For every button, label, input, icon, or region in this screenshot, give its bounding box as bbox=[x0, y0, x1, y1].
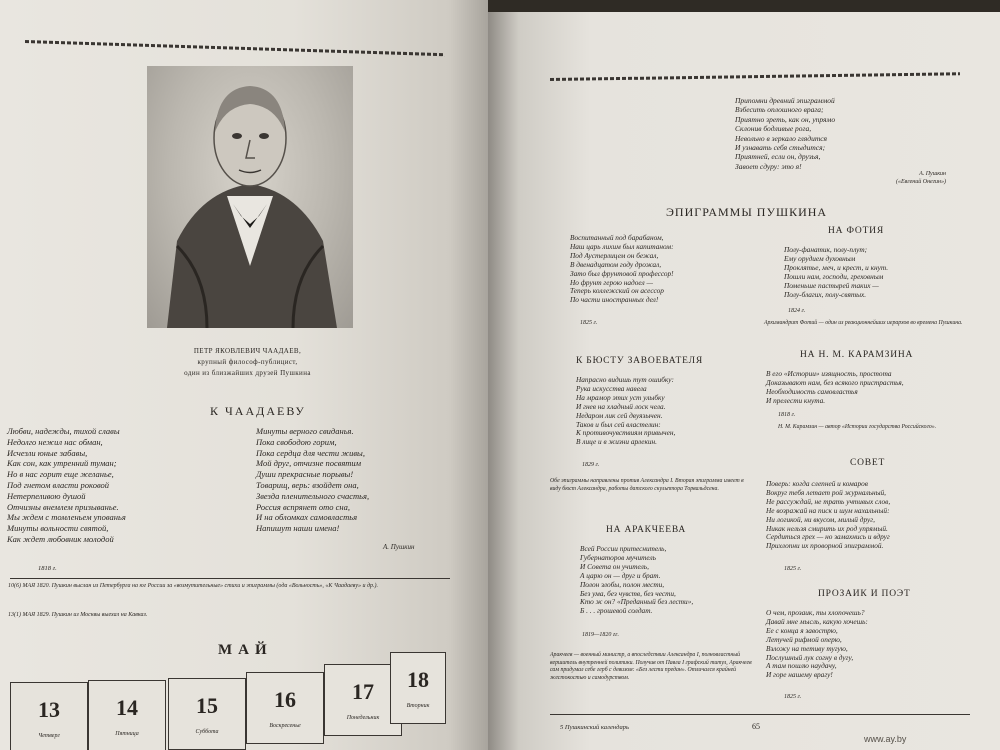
right-page bbox=[488, 12, 1000, 750]
poem-line: Минуты вольности святой, bbox=[7, 523, 109, 534]
verse-line: В двенадцатом году дрожал, bbox=[570, 259, 662, 269]
verse-line: И гнев на хладный лоск чела. bbox=[576, 401, 666, 411]
verse-line: И Совета он учитель, bbox=[580, 561, 649, 571]
poem-line: Отчизны внемлем призыванье. bbox=[7, 501, 119, 512]
verse-line: Наш царь лихим был капитаном: bbox=[570, 241, 674, 251]
weekday-label: Четверг bbox=[38, 733, 60, 739]
poem-line: Недолго нежил нас обман, bbox=[7, 436, 103, 447]
epigraph-line: Склонив бодливые рога, bbox=[735, 124, 812, 134]
verse-line: Без ума, без чувств, без чести, bbox=[580, 588, 676, 598]
poem-line: Под гнетом власти роковой bbox=[7, 479, 110, 490]
poem-date: 1818 г. bbox=[38, 565, 57, 572]
calendar-day bbox=[168, 678, 246, 750]
verse-line: Необходимость самовластья bbox=[766, 386, 858, 396]
poem-line: Как сон, как утренний туман; bbox=[7, 458, 117, 469]
weekday-label: Понедельник bbox=[346, 715, 380, 721]
verse-line: Прихлопни их проворной эпиграммой. bbox=[766, 541, 884, 551]
poem-line: Как ждет любовник молодой bbox=[7, 533, 114, 544]
verse-date: 1825 г. bbox=[580, 320, 598, 326]
verse-line: Зато был фрунтовой профессор! bbox=[570, 268, 674, 278]
verse-line: Сердиться грех — но замахнись и вдруг bbox=[766, 532, 890, 542]
watermark: www.ay.by bbox=[864, 734, 907, 744]
epigraph-source: («Евгений Онегин») bbox=[896, 179, 947, 185]
verse-line: Вокруг тебя летает рой журнальный, bbox=[766, 487, 886, 497]
calendar-month: МАЙ bbox=[218, 642, 273, 658]
weekday-label: Суббота bbox=[195, 729, 219, 735]
caption-line: крупный философ-публицист, bbox=[197, 358, 298, 366]
verse-line: И горе нашему врагу! bbox=[766, 670, 833, 680]
verse-date: 1825 г. bbox=[784, 566, 802, 572]
verse-line: Полу-благих, полу-святых. bbox=[784, 289, 867, 299]
verse-date: 1819—1820 гг. bbox=[582, 632, 619, 638]
poem-line: Звезда пленительного счастья, bbox=[256, 490, 370, 501]
epigram-tsar bbox=[570, 234, 674, 305]
history-note-2: 13(1) МАЯ 1829. Пушкин из Москвы выехал на Кавказ. bbox=[8, 612, 148, 618]
portrait-chaadaev bbox=[147, 66, 353, 328]
epigram-arakcheev bbox=[580, 545, 693, 616]
epigraph-line: Приятней, если он, друзья, bbox=[735, 152, 821, 162]
verse-line: На мрамор этих уст улыбку bbox=[576, 392, 665, 402]
day-number: 17 bbox=[352, 679, 374, 704]
section-title: НА Н. М. КАРАМЗИНА bbox=[800, 350, 914, 360]
section-title: ПРОЗАИК И ПОЭТ bbox=[818, 589, 911, 599]
verse-line: О чем, прозаик, ты хлопочешь? bbox=[766, 608, 865, 617]
verse-line: Никак нельзя смирить их род упрямый. bbox=[766, 523, 888, 533]
verse-note: Аракчеев — военный министр, а впоследствии Александра I, полновластный вершитель внутренней политики. Получив от Павла I графский титул, Аракчеев сам придумал себе герб с девизом: «Без лести предан». Отличался крайней жестокостью и самодурством. bbox=[550, 652, 752, 681]
top-ornament-rule bbox=[550, 72, 960, 81]
portrait-caption bbox=[130, 346, 365, 379]
verse-line: Поверь: когда слепней и комаров bbox=[766, 479, 868, 488]
poem-line: Россия вспрянет ото сна, bbox=[256, 501, 350, 512]
verse-line: Не рассуждай, не трать учтивых слов, bbox=[766, 496, 891, 506]
poem-line: Нетерпеливою душой bbox=[7, 490, 86, 501]
poem-title: К ЧААДАЕВУ bbox=[210, 404, 306, 418]
poem-line: Мы ждем с томленьем упованья bbox=[7, 512, 126, 523]
history-note-1: 10(6) МАЯ 1820. Пушкин выслан из Петербурга на юг России за «возмутительные» стихи и эпиграммы (ода «Вольность», «К Чаадаеву» и др.). bbox=[8, 583, 379, 589]
day-number: 13 bbox=[38, 697, 60, 722]
epigraph-author: А. Пушкин bbox=[919, 171, 947, 177]
verse-line: Проклятье, меч, и крест, и кнут. bbox=[784, 262, 889, 272]
verse-line: Поменьше пастырей таких — bbox=[784, 280, 879, 290]
weekday-label: Воскресенье bbox=[269, 723, 301, 729]
verse-line: Всей России притеснитель, bbox=[580, 544, 667, 553]
day-number: 18 bbox=[407, 667, 429, 692]
verse-line: Летучей рифмой оперю, bbox=[766, 634, 842, 644]
verse-date: 1825 г. bbox=[784, 694, 802, 700]
verse-note: Архимандрит Фотий — один из реакционнейших иерархов во времена Пушкина. bbox=[764, 320, 963, 326]
verse-line: Таков и был сей властелин: bbox=[576, 419, 661, 429]
verse-line: Недаром лик сей двуязычен. bbox=[576, 410, 663, 420]
calendar-day bbox=[88, 680, 166, 750]
verse-line: И прелести кнута. bbox=[766, 395, 826, 405]
poem-line: Пока сердца для чести живы, bbox=[256, 447, 365, 458]
verse-line: Воспитанный под барабаном, bbox=[570, 233, 664, 242]
epigraph-signature bbox=[896, 170, 946, 186]
weekday-label: Вторник bbox=[406, 703, 430, 709]
epigraph-line: Невольно в зеркало глядится bbox=[735, 133, 828, 143]
poem-line: Любви, надежды, тихой славы bbox=[7, 426, 120, 436]
verse-line: Ни логикой, ни вкусом, милый друг, bbox=[766, 514, 875, 524]
verse-line: Послушный лук согну в дугу, bbox=[766, 652, 854, 662]
section-title: СОВЕТ bbox=[850, 458, 886, 468]
page-number: 65 bbox=[752, 722, 760, 731]
verse-line: Ее с конца я завострю, bbox=[766, 625, 838, 635]
epigraph-line: Завоет сдуру: это я! bbox=[735, 161, 802, 171]
day-number: 14 bbox=[116, 695, 138, 720]
left-page bbox=[0, 0, 488, 750]
weekday-label: Пятница bbox=[115, 731, 139, 737]
poem-line: Пока свободою горим, bbox=[256, 436, 337, 447]
poem-line: Товарищ, верь: взойдет она, bbox=[256, 479, 359, 490]
verse-line: Рука искусства навела bbox=[576, 383, 647, 393]
verse-note: Н. М. Карамзин — автор «Истории государства Российского». bbox=[778, 424, 937, 430]
caption-line: ПЕТР ЯКОВЛЕВИЧ ЧААДАЕВ, bbox=[193, 347, 302, 355]
poem-column-1 bbox=[7, 426, 126, 545]
epigraph bbox=[735, 96, 835, 171]
epigram-bust bbox=[576, 376, 675, 447]
verse-date: 1829 г. bbox=[582, 462, 600, 468]
day-number: 15 bbox=[196, 693, 218, 718]
verse-line: Но фрунт герою надоел — bbox=[570, 277, 653, 287]
poem-line: Напишут наши имена! bbox=[256, 523, 340, 534]
poem-line: Но в нас горит еще желанье, bbox=[7, 469, 114, 480]
footer-book-title: 5 Пушкинский календарь bbox=[560, 724, 629, 731]
epigram-prozaik bbox=[766, 609, 868, 680]
section-title: НА АРАКЧЕЕВА bbox=[606, 525, 687, 535]
poem-column-2 bbox=[256, 426, 369, 534]
epigraph-line: И узнавать себя стыдится; bbox=[735, 143, 826, 153]
verse-line: А царю он — друг и брат. bbox=[580, 570, 661, 580]
calendar-day bbox=[390, 652, 446, 724]
verse-line: Не возражай на писк и шум нахальный: bbox=[766, 505, 890, 515]
poem-line: Души прекрасные порывы! bbox=[256, 469, 354, 480]
section-title: К БЮСТУ ЗАВОЕВАТЕЛЯ bbox=[576, 356, 704, 366]
top-ornament-rule bbox=[25, 40, 445, 56]
poem-line: Минуты верного свиданья. bbox=[256, 426, 354, 436]
verse-line: Напрасно видишь тут ошибку: bbox=[576, 375, 674, 384]
verse-line: В его «Истории» изящность, простота bbox=[766, 369, 892, 378]
verse-date: 1824 г. bbox=[788, 308, 806, 314]
verse-line: Кто ж он? «Преданный без лести», bbox=[580, 597, 694, 607]
section-title: НА ФОТИЯ bbox=[828, 226, 884, 236]
caption-line: один из близжайших друзей Пушкина bbox=[184, 369, 311, 377]
verse-line: В лице и в жизни арлекин. bbox=[576, 437, 657, 447]
poem-line: Исчезли юные забавы, bbox=[7, 447, 88, 458]
epigram-karamzin bbox=[766, 370, 904, 406]
verse-line: Губернаторов мучитель bbox=[580, 552, 656, 562]
page-title: ЭПИГРАММЫ ПУШКИНА bbox=[666, 205, 828, 219]
footer-divider bbox=[550, 714, 970, 715]
notes-divider bbox=[10, 578, 450, 579]
verse-note: Обе эпиграммы направлены против Александра I. Вторая эпиграмма имеет в виду бюст Александра, работы датского скульптора Торвальдсена. bbox=[550, 478, 744, 492]
verse-line: К противочувствиям привычен, bbox=[576, 428, 676, 438]
verse-line: Давай мне мысль, какую хочешь: bbox=[766, 616, 868, 626]
verse-date: 1818 г. bbox=[778, 412, 796, 418]
verse-line: Доказывают нам, без всякого пристрастья, bbox=[766, 377, 904, 387]
verse-line: Под Аустерлицем он бежал, bbox=[570, 250, 659, 260]
verse-line: Взложу на тетиву тугую, bbox=[766, 643, 848, 653]
epigraph-line: Припомни древний эпиграммой bbox=[735, 96, 835, 105]
calendar-day bbox=[246, 672, 324, 744]
epigram-sovet bbox=[766, 480, 890, 551]
epigraph-line: Взбесить оплошного врага; bbox=[735, 105, 824, 115]
poem-line: И на обломках самовластья bbox=[256, 512, 358, 523]
verse-line: Пошли нам, господи, греховным bbox=[784, 271, 884, 281]
day-number: 16 bbox=[274, 687, 296, 712]
portrait-drawing bbox=[147, 66, 353, 328]
epigram-fotiy bbox=[784, 246, 888, 299]
calendar-day bbox=[10, 682, 88, 750]
poem-line: Мой друг, отчизне посвятим bbox=[256, 458, 362, 469]
poem-signature: А. Пушкин bbox=[383, 543, 415, 551]
verse-line: Полу-фанатик, полу-плут; bbox=[784, 245, 868, 254]
verse-line: Б . . . грошевой солдат. bbox=[580, 606, 653, 616]
verse-line: Полон злобы, полон мести, bbox=[580, 579, 665, 589]
verse-line: Ему орудием духовным bbox=[784, 253, 856, 263]
verse-line: По части иностранных дел! bbox=[570, 295, 659, 305]
verse-line: Теперь коллежский он асессор bbox=[570, 286, 664, 296]
epigraph-line: Приятно зреть, как он, упрямо bbox=[735, 114, 836, 124]
verse-line: А там пошлю наудачу, bbox=[766, 661, 837, 671]
